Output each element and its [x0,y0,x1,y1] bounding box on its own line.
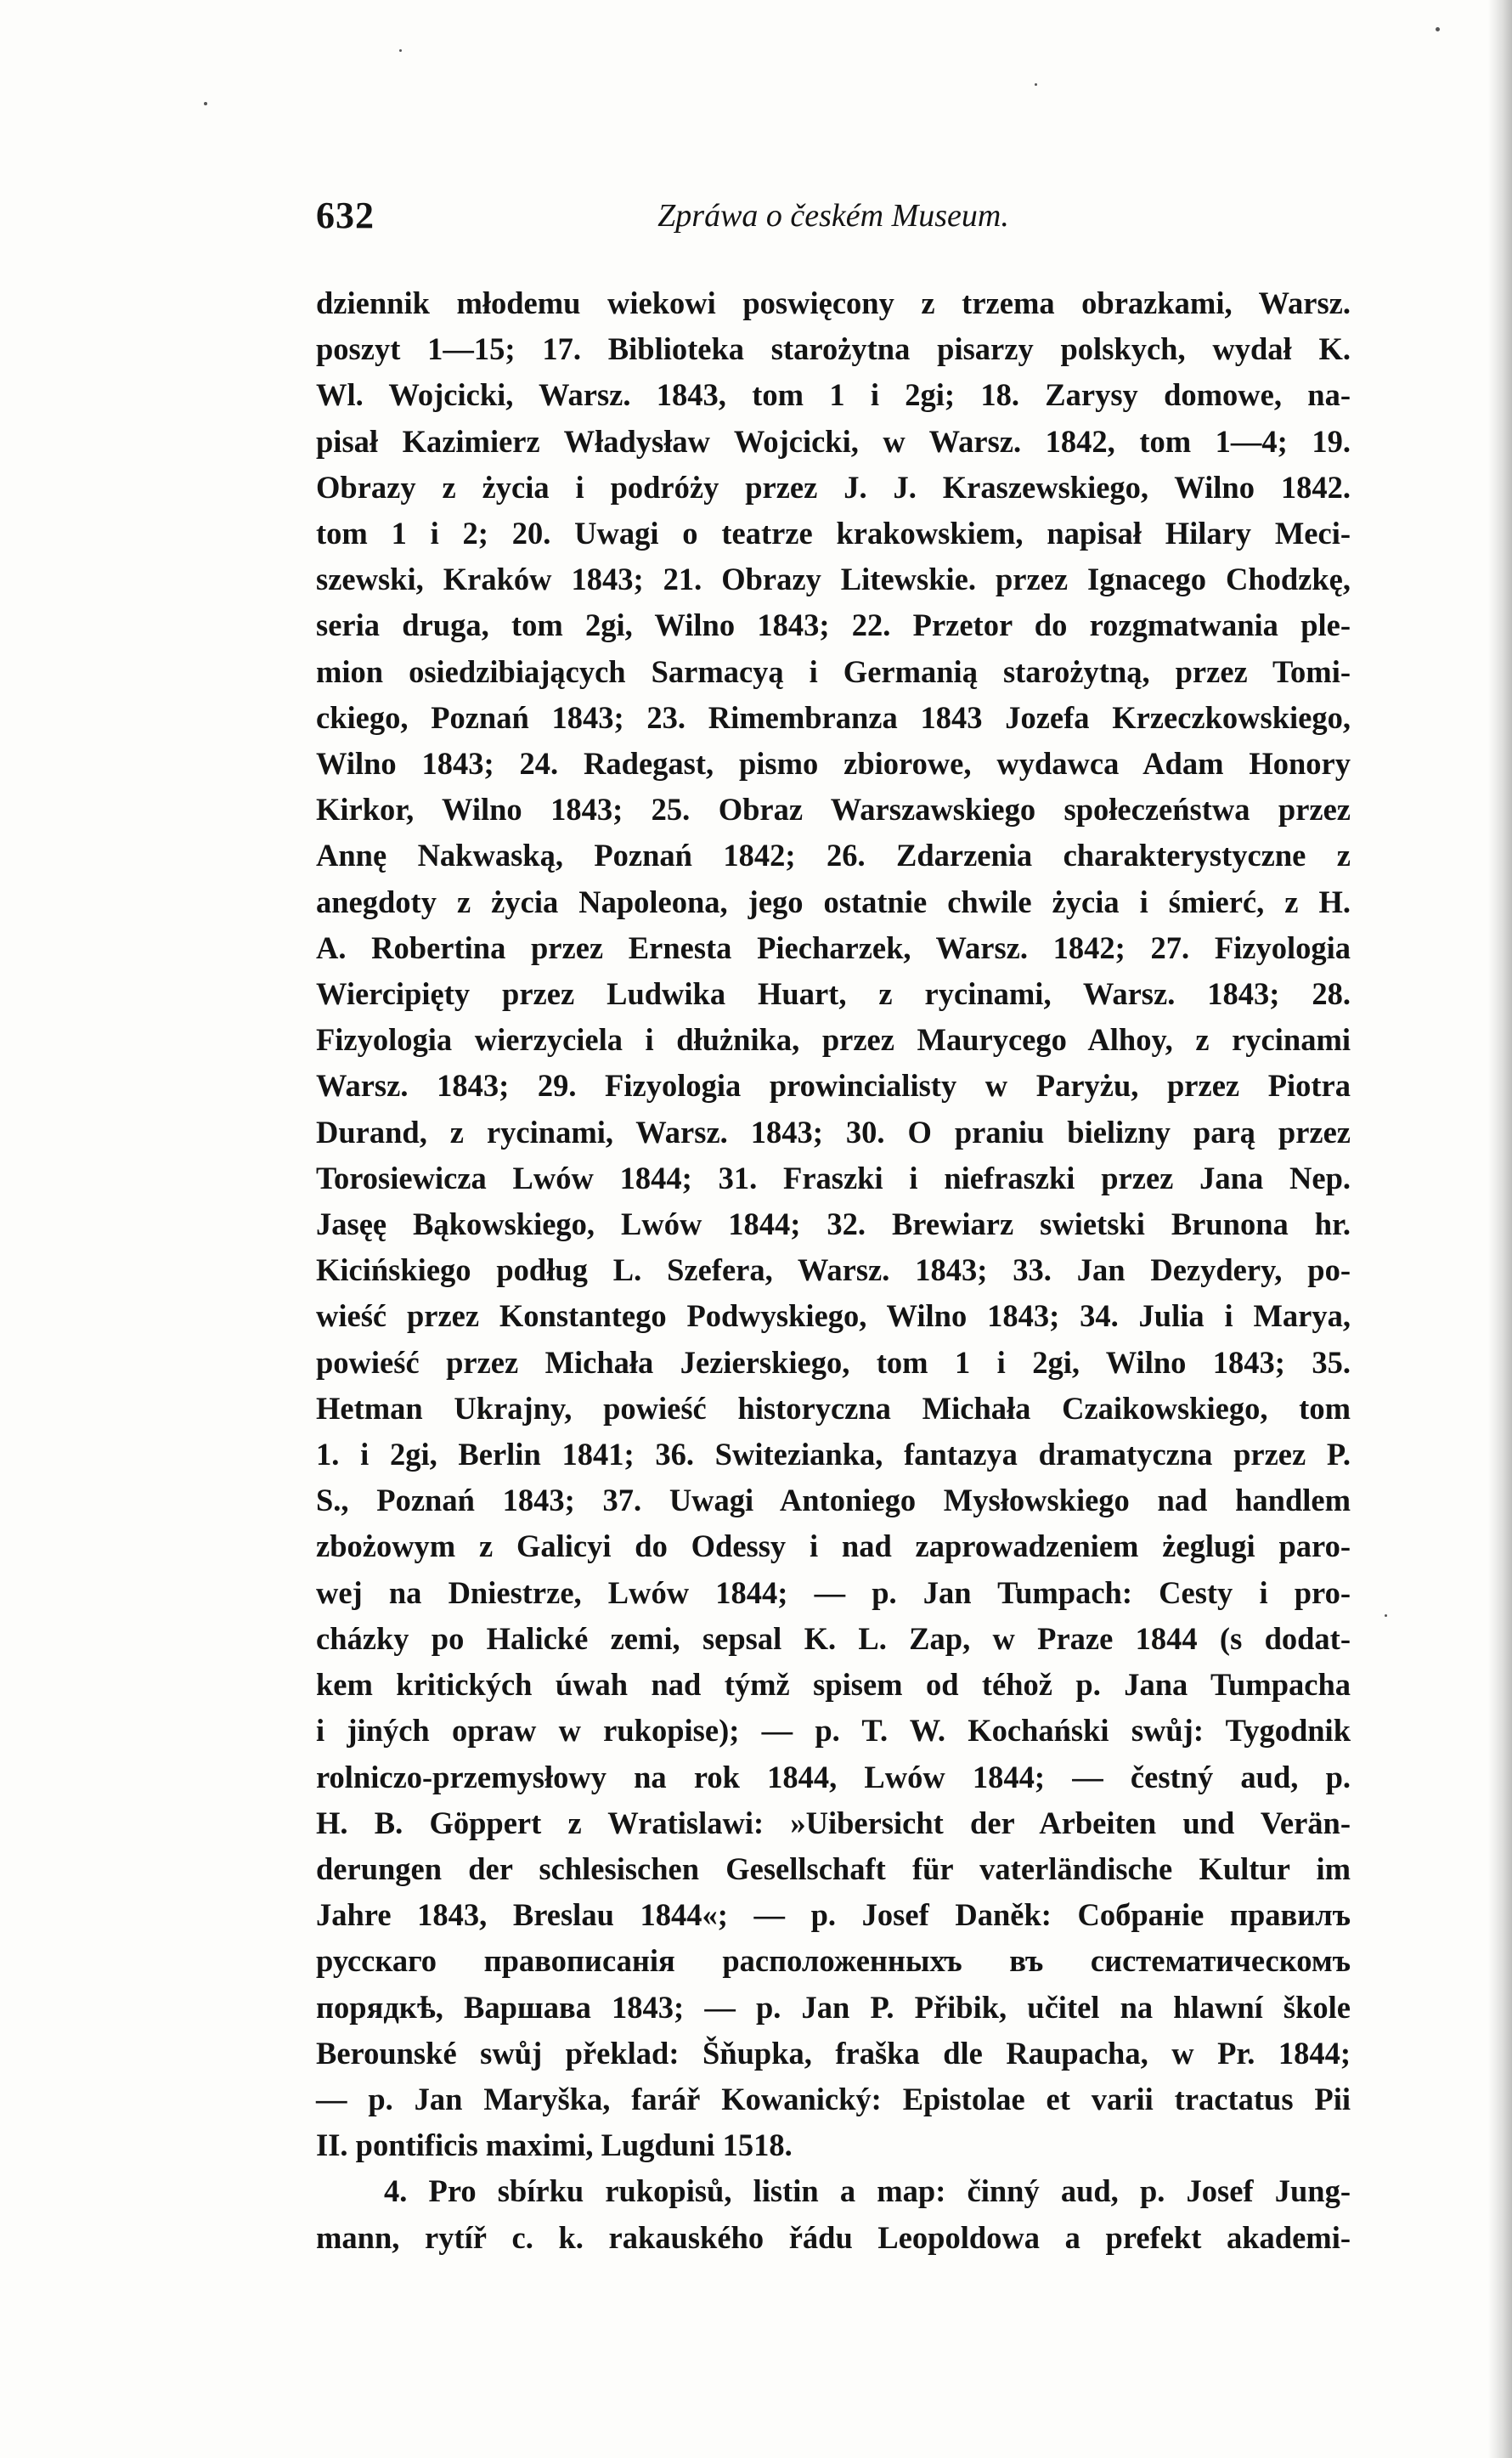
text-line: Wl. Wojcicki, Warsz. 1843, tom 1 i 2gi; 18. Zarysy domowe, na- [316,377,1351,413]
running-title: Zpráwa o českém Museum. [657,198,1009,234]
text-line: kem kritických úwah nad týmž spisem od téhož p. Jana Tumpacha [316,1667,1351,1703]
text-line: Wiercipięty przez Ludwika Huart, z rycinami, Warsz. 1843; 28. [316,976,1351,1012]
text-line: zbożowym z Galicyi do Odessy i nad zaprowadzeniem żeglugi paro- [316,1528,1351,1564]
scan-speck [1385,1614,1387,1617]
text-line-paragraph-start: 4. Pro sbírku rukopisů, listin a map: činný aud, p. Josef Jung- [384,2173,1351,2209]
text-line: rolniczo-przemysłowy na rok 1844, Lwów 1844; — čestný aud, p. [316,1759,1351,1794]
text-line: 1. i 2gi, Berlin 1841; 36. Switezianka, fantazya dramatyczna przez P. [316,1437,1351,1472]
text-line: Jahre 1843, Breslau 1844«; — p. Josef Daněk: Собранiе правилъ [316,1897,1351,1933]
text-line: poszyt 1—15; 17. Biblioteka starożytna pisarzy polskych, wydał K. [316,331,1351,367]
text-line: — p. Jan Maryška, farář Kowanický: Epistolae et varii tractatus Pii [316,2081,1351,2116]
text-line: русскаго правописанiя расположенныхъ въ систематическомъ [316,1943,1351,1979]
text-line: anegdoty z życia Napoleona, jego ostatnie chwile życia i śmierć, z H. [316,884,1351,919]
text-line: Fizyologia wierzyciela i dłużnika, przez Maurycego Alhoy, z rycinami [316,1022,1351,1058]
text-line: seria druga, tom 2gi, Wilno 1843; 22. Przetor do rozgmatwania ple- [316,607,1351,643]
page-number: 632 [316,195,375,236]
text-line: H. B. Göppert z Wratislawi: »Uibersicht der Arbeiten und Verän- [316,1805,1351,1840]
body-text [316,280,1351,2261]
text-line: Berounské swůj překlad: Šňupka, fraška dle Raupacha, w Pr. 1844; [316,2035,1351,2071]
page-edge-shadow [1488,0,1512,2458]
text-line: Warsz. 1843; 29. Fizyologia prowincialisty w Paryżu, przez Piotra [316,1068,1351,1104]
text-line: i jiných opraw w rukopise); — p. T. W. Kochański swůj: Tygodnik [316,1713,1351,1749]
text-line: ckiego, Poznań 1843; 23. Rimembranza 1843 Jozefa Krzeczkowskiego, [316,699,1351,735]
text-line: Annę Nakwaską, Poznań 1842; 26. Zdarzenia charakterystyczne z [316,838,1351,873]
text-line: Kicińskiego podług L. Szefera, Warsz. 1843; 33. Jan Dezydery, po- [316,1252,1351,1288]
text-line: Hetman Ukrajny, powieść historyczna Michała Czaikowskiego, tom [316,1390,1351,1426]
text-line: Durand, z rycinami, Warsz. 1843; 30. O praniu bielizny parą przez [316,1114,1351,1150]
text-line: A. Robertina przez Ernesta Piecharzek, Warsz. 1842; 27. Fizyologia [316,930,1351,965]
text-line: tom 1 i 2; 20. Uwagi o teatrze krakowskiem, napisał Hilary Meci- [316,516,1351,551]
text-line: pisał Kazimierz Władysław Wojcicki, w Warsz. 1842, tom 1—4; 19. [316,423,1351,459]
text-line: dziennik młodemu wiekowi poswięcony z trzema obrazkami, Warsz. [316,285,1351,320]
text-line: Kirkor, Wilno 1843; 25. Obraz Warszawskiego społeczeństwa przez [316,792,1351,828]
scan-speck [1035,83,1037,86]
text-line: cházky po Halické zemi, sepsal K. L. Zap, w Praze 1844 (s dodat- [316,1620,1351,1656]
text-line: wej na Dniestrze, Lwów 1844; — p. Jan Tumpach: Cesty i pro- [316,1574,1351,1610]
text-line: mion osiedzibiających Sarmacyą i Germanią starożytną, przez Tomi- [316,653,1351,689]
text-line: Torosiewicza Lwów 1844; 31. Fraszki i niefraszki przez Jana Nep. [316,1160,1351,1195]
scan-speck [399,49,402,52]
text-line: Wilno 1843; 24. Radegast, pismo zbiorowe, wydawca Adam Honory [316,746,1351,782]
page-header [316,194,1351,245]
scan-speck [204,102,207,105]
text-line-paragraph-end: II. pontificis maximi, Lugduni 1518. [316,2127,793,2163]
text-line: Jasęę Bąkowskiego, Lwów 1844; 32. Brewiarz swietski Brunona hr. [316,1206,1351,1242]
text-line: mann, rytíř c. k. rakauského řádu Leopoldowa a prefekt akademi- [316,2219,1351,2255]
text-line: derungen der schlesischen Gesellschaft für vaterländische Kultur im [316,1851,1351,1886]
text-line: powieść przez Michała Jezierskiego, tom 1 i 2gi, Wilno 1843; 35. [316,1344,1351,1380]
text-line: szewski, Kraków 1843; 21. Obrazy Litewskie. przez Ignacego Chodzkę, [316,562,1351,597]
text-line: S., Poznań 1843; 37. Uwagi Antoniego Mysłowskiego nad handlem [316,1483,1351,1518]
text-line: wieść przez Konstantego Podwyskiego, Wilno 1843; 34. Julia i Marya, [316,1298,1351,1334]
text-line: порядкѣ, Варшава 1843; — p. Jan P. Přibik, učitel na hlawní škole [316,1989,1351,2025]
text-line: Obrazy z życia i podróży przez J. J. Kraszewskiego, Wilno 1842. [316,469,1351,505]
scan-speck [1436,27,1440,31]
